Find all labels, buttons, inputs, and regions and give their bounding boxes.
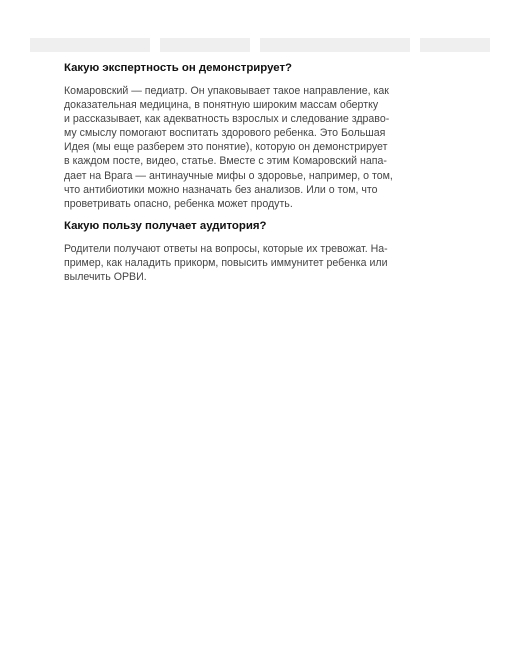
paragraph-line: Идея (мы еще разберем это понятие), которую он демонстрирует	[64, 141, 388, 154]
paragraph-line: что антибиотики можно назначать без анализов. Или о том, что	[64, 183, 378, 196]
paragraph-line: му смыслу помогают воспитать здорового ребенка. Это Большая	[64, 127, 386, 140]
section-paragraph	[64, 84, 434, 211]
paragraph-line: проветривать опасно, ребенка может продуть.	[64, 197, 293, 210]
section-heading: Какую экспертность он демонстрирует?	[64, 62, 293, 74]
section-paragraph	[64, 242, 434, 284]
page-content	[64, 61, 434, 284]
section-audience-benefit	[64, 219, 434, 284]
paragraph-line: вылечить ОРВИ.	[64, 271, 147, 284]
paragraph-line: Родители получают ответы на вопросы, которые их тревожат. На-	[64, 242, 388, 255]
paragraph-line: Комаровский — педиатр. Он упаковывает такое направление, как	[64, 85, 389, 97]
section-expertise	[64, 61, 434, 211]
paragraph-line: дает на Врага — антинаучные мифы о здоровье, например, о том,	[64, 169, 393, 182]
paragraph-line: доказательная медицина, в понятную широким массам обертку	[64, 99, 379, 112]
paragraph-line: пример, как наладить прикорм, повысить иммунитет ребенка или	[64, 256, 388, 269]
paragraph-line: и рассказывает, как адекватность взрослых и следование здраво-	[64, 113, 390, 126]
section-heading: Какую пользу получает аудитория?	[64, 219, 267, 232]
paragraph-line: в каждом посте, видео, статье. Вместе с этим Комаровский напа-	[64, 155, 387, 168]
